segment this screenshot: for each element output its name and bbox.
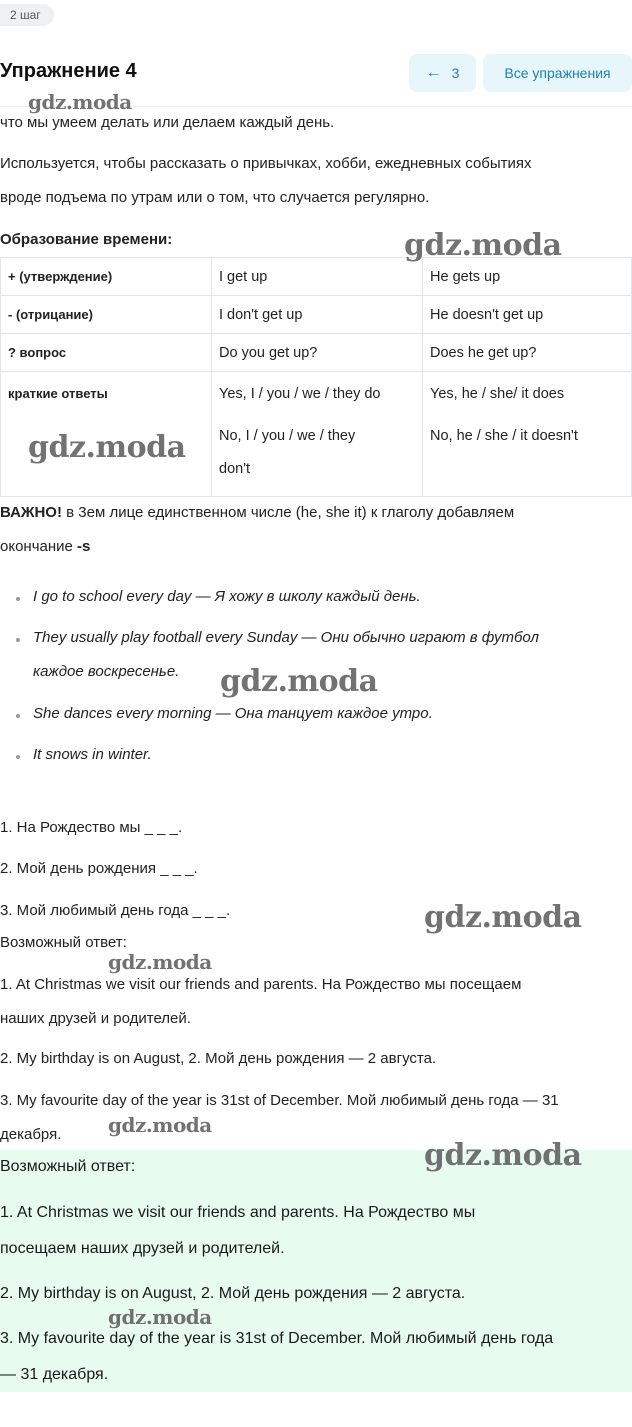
answer-line: 3. My favourite day of the year is 31st of December. Мой любимый день года — 31 — [0, 1092, 559, 1109]
answer-box-label: Возможный ответ: — [0, 1158, 136, 1175]
table-cell: ? вопрос — [1, 334, 212, 372]
all-exercises-button[interactable]: Все упражнения — [483, 54, 632, 92]
important-text: в 3ем лице единственном числе (he, she it) к глаголу добавляем — [61, 504, 515, 521]
short-answer-yes: Yes, he / she/ it does — [430, 386, 565, 402]
answer-line: наших друзей и родителей. — [0, 1010, 191, 1027]
step-badge: 2 шаг — [0, 4, 54, 26]
short-answer-yes: Yes, I / you / we / they do — [219, 386, 381, 402]
intro-line: что мы умеем делать или делаем каждый день. — [0, 114, 335, 131]
watermark: gdz.moda — [424, 900, 582, 935]
important-label: ВАЖНО! — [0, 504, 62, 521]
bullet-dot — [16, 755, 20, 759]
answer-line: 1. At Christmas we visit our friends and parents. На Рождество мы посещаем — [0, 976, 522, 993]
answer-line: декабря. — [0, 1126, 62, 1143]
table-cell: I don't get up — [212, 296, 423, 334]
watermark: gdz.moda — [108, 950, 212, 974]
example-item-continued: каждое воскресенье. — [33, 663, 180, 680]
task-line: 3. Мой любимый день года _ _ _. — [0, 902, 231, 919]
watermark: gdz.moda — [424, 1138, 582, 1173]
watermark: gdz.moda — [404, 228, 562, 263]
table-cell: He doesn't get up — [423, 296, 632, 334]
short-answer-no-continued: don't — [219, 461, 250, 477]
answer-box-line: посещаем наших друзей и родителей. — [0, 1240, 285, 1257]
previous-exercise-button[interactable] — [409, 54, 476, 92]
arrow-left-icon: ← — [425, 64, 442, 81]
watermark: gdz.moda — [220, 664, 378, 699]
watermark: gdz.moda — [108, 1113, 212, 1137]
table-cell: He gets up — [423, 258, 632, 296]
table-cell: Does he get up? — [423, 334, 632, 372]
short-answers-label: краткие ответы — [8, 386, 108, 401]
formation-heading: Образование времени: — [0, 231, 173, 248]
example-item: It snows in winter. — [33, 746, 152, 763]
table-row — [1, 258, 632, 296]
example-item: I go to school every day — Я хожу в школу каждый день. — [33, 588, 421, 605]
task-line: 1. На Рождество мы _ _ _. — [0, 819, 183, 836]
watermark: gdz.moda — [28, 430, 186, 465]
table-cell: + (утверждение) — [1, 258, 212, 296]
important-note-continued — [0, 538, 90, 555]
page-title: Упражнение 4 — [0, 60, 137, 82]
bullet-dot — [16, 597, 20, 601]
answer-box-line: 2. My birthday is on August, 2. Мой день рождения — 2 августа. — [0, 1285, 466, 1302]
task-line: 2. Мой день рождения _ _ _. — [0, 860, 198, 877]
suffix-s: -s — [77, 538, 91, 555]
table-row — [1, 296, 632, 334]
watermark: gdz.moda — [108, 1305, 212, 1329]
table-cell: I get up — [212, 258, 423, 296]
short-answer-no: No, I / you / we / they — [219, 428, 356, 444]
table-cell — [212, 372, 423, 497]
table-cell: Do you get up? — [212, 334, 423, 372]
example-item: She dances every morning — Она танцует каждое утро. — [33, 705, 433, 722]
answer-line: 2. My birthday is on August, 2. Мой день рождения — 2 августа. — [0, 1050, 437, 1067]
answer-label: Возможный ответ: — [0, 934, 127, 951]
answer-box-line: — 31 декабря. — [0, 1366, 109, 1383]
short-answer-no: No, he / she / it doesn't — [430, 428, 578, 444]
table-cell — [423, 372, 632, 497]
table-row — [1, 334, 632, 372]
answer-box — [0, 1150, 632, 1392]
important-note — [0, 504, 514, 521]
intro-line: Используется, чтобы рассказать о привычках, хобби, ежедневных событиях — [0, 155, 532, 172]
bullet-dot — [16, 638, 20, 642]
answer-box-line: 1. At Christmas we visit our friends and parents. На Рождество мы — [0, 1204, 476, 1221]
previous-exercise-label: 3 — [451, 65, 460, 81]
intro-line: вроде подъема по утрам или о том, что случается регулярно. — [0, 189, 430, 206]
table-cell: - (отрицание) — [1, 296, 212, 334]
example-item: They usually play football every Sunday — Они обычно играют в футбол — [33, 629, 539, 646]
watermark: gdz.moda — [28, 90, 132, 114]
answer-box-line: 3. My favourite day of the year is 31st of December. Мой любимый день года — [0, 1330, 554, 1347]
important-text: окончание — [0, 538, 78, 555]
bullet-dot — [16, 714, 20, 718]
